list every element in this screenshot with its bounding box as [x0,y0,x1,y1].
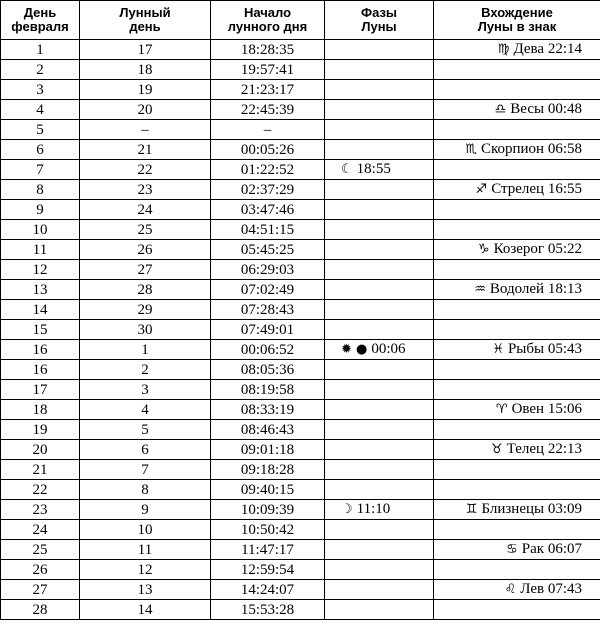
day-cell: 5 [1,120,80,140]
phase-cell [325,440,434,460]
sign-cell [434,240,600,260]
lunar-day-cell: 2 [80,360,211,380]
header-start [211,1,325,40]
zodiac-sign-icon: ♊ [465,502,478,517]
table-row [1,480,600,500]
day-cell: 9 [1,200,80,220]
day-cell: 3 [1,80,80,100]
sign-cell [434,380,600,400]
start-time-cell: 21:23:17 [211,80,325,100]
sign-cell [434,260,600,280]
sign-cell [434,540,600,560]
header-day-line1: День [23,5,57,20]
sign-entry-text: Стрелец 16:55 [491,181,582,197]
phase-time: 11:10 [356,501,391,517]
phase-cell [325,400,434,420]
day-cell: 26 [1,560,80,580]
sign-entry-text: Козерог 05:22 [493,241,582,257]
start-time-cell: 07:02:49 [211,280,325,300]
sign-cell [434,460,600,480]
header-phase-line1: Фазы [360,5,398,20]
start-time-cell: 07:28:43 [211,300,325,320]
sign-cell [434,400,600,420]
header-sign [434,1,600,40]
phase-cell [325,260,434,280]
start-time-cell: 01:22:52 [211,160,325,180]
table-row [1,320,600,340]
phase-cell [325,280,434,300]
start-time-cell: 02:37:29 [211,180,325,200]
lunar-day-cell: 29 [80,300,211,320]
day-cell: 23 [1,500,80,520]
phase-cell [325,80,434,100]
lunar-day-cell: 28 [80,280,211,300]
phase-cell [325,220,434,240]
phase-cell [325,380,434,400]
lunar-day-cell: 21 [80,140,211,160]
zodiac-sign-icon: ♍ [497,42,510,57]
day-cell: 28 [1,600,80,620]
start-time-cell: 06:29:03 [211,260,325,280]
sign-cell [434,600,600,620]
header-sign-line2: Луны в знак [477,19,557,34]
lunar-day-cell: 8 [80,480,211,500]
sign-cell [434,360,600,380]
header-start-line2: лунного дня [227,19,308,34]
table-row [1,40,600,60]
phase-cell [325,500,434,520]
start-time-cell: 00:06:52 [211,340,325,360]
start-time-cell: 05:45:25 [211,240,325,260]
table-row [1,200,600,220]
zodiac-sign-icon: ♐ [475,182,488,197]
day-cell: 24 [1,520,80,540]
start-time-cell: 22:45:39 [211,100,325,120]
header-lunar-day-line1: Лунный [119,5,171,20]
header-sign-line1: Вхождение [481,5,553,20]
table-row [1,540,600,560]
start-time-cell: 08:05:36 [211,360,325,380]
day-cell: 14 [1,300,80,320]
sign-cell [434,320,600,340]
zodiac-sign-icon: ♎ [494,102,507,117]
header-lunar-day-line2: день [129,19,161,34]
lunar-day-cell: 6 [80,440,211,460]
day-cell: 6 [1,140,80,160]
zodiac-sign-icon: ♉ [491,442,503,457]
day-cell: 2 [1,60,80,80]
sign-cell [434,580,600,600]
phase-cell [325,360,434,380]
start-time-cell: 03:47:46 [211,200,325,220]
table-row [1,240,600,260]
sign-cell [434,160,600,180]
lunar-day-cell: 13 [80,580,211,600]
lunar-day-cell: 26 [80,240,211,260]
sign-entry-text: Водолей 18:13 [489,281,582,297]
table-row [1,220,600,240]
lunar-day-cell: 18 [80,60,211,80]
sign-cell [434,300,600,320]
table-row [1,400,600,420]
lunar-day-cell: 19 [80,80,211,100]
day-cell: 4 [1,100,80,120]
sign-cell [434,200,600,220]
sign-entry-text: Близнецы 03:09 [481,501,582,517]
phase-cell [325,420,434,440]
start-time-cell: 08:19:58 [211,380,325,400]
phase-cell [325,120,434,140]
table-row [1,360,600,380]
sign-cell [434,500,600,520]
start-time-cell: 14:24:07 [211,580,325,600]
lunar-day-cell: 27 [80,260,211,280]
table-row [1,160,600,180]
start-time-cell: 09:40:15 [211,480,325,500]
day-cell: 19 [1,420,80,440]
header-day [1,1,80,40]
lunar-day-cell: 20 [80,100,211,120]
zodiac-sign-icon: ♏ [465,142,477,157]
table-row [1,580,600,600]
start-time-cell: – [211,120,325,140]
zodiac-sign-icon: ♓ [492,342,504,357]
sign-entry-text: Овен 15:06 [511,401,582,417]
phase-cell [325,480,434,500]
start-time-cell: 18:28:35 [211,40,325,60]
lunar-day-cell: – [80,120,211,140]
phase-cell [325,40,434,60]
start-time-cell: 11:47:17 [211,540,325,560]
day-cell: 15 [1,320,80,340]
day-cell: 7 [1,160,80,180]
sign-cell [434,80,600,100]
lunar-day-cell: 10 [80,520,211,540]
lunar-day-cell: 23 [80,180,211,200]
day-cell: 13 [1,280,80,300]
sign-cell [434,60,600,80]
start-time-cell: 15:53:28 [211,600,325,620]
sign-cell [434,40,600,60]
sign-entry-text: Дева 22:14 [513,41,582,57]
day-cell: 25 [1,540,80,560]
lunar-day-cell: 7 [80,460,211,480]
sign-entry-text: Лев 07:43 [520,581,582,597]
phase-cell [325,460,434,480]
sign-cell [434,420,600,440]
lunar-day-cell: 12 [80,560,211,580]
start-time-cell: 04:51:15 [211,220,325,240]
table-row [1,260,600,280]
sign-entry-text: Скорпион 06:58 [480,141,582,157]
phase-cell [325,160,434,180]
day-cell: 10 [1,220,80,240]
sign-cell [434,560,600,580]
start-time-cell: 09:18:28 [211,460,325,480]
table-row [1,340,600,360]
phase-cell [325,240,434,260]
table-row [1,80,600,100]
sign-cell [434,340,600,360]
day-cell: 18 [1,400,80,420]
sign-entry-text: Телец 22:13 [506,441,582,457]
sign-cell [434,140,600,160]
zodiac-sign-icon: ♌ [504,582,517,597]
start-time-cell: 07:49:01 [211,320,325,340]
start-time-cell: 08:33:19 [211,400,325,420]
lunar-day-cell: 14 [80,600,211,620]
phase-cell [325,580,434,600]
phase-cell [325,320,434,340]
phase-cell [325,540,434,560]
zodiac-sign-icon: ♑ [477,242,490,257]
start-time-cell: 00:05:26 [211,140,325,160]
table-row [1,460,600,480]
table-row [1,380,600,400]
start-time-cell: 12:59:54 [211,560,325,580]
moon-phase-icon: ✹ ● [341,342,368,357]
table-row [1,420,600,440]
day-cell: 11 [1,240,80,260]
lunar-day-cell: 4 [80,400,211,420]
phase-cell [325,520,434,540]
table-row [1,560,600,580]
lunar-day-cell: 5 [80,420,211,440]
day-cell: 21 [1,460,80,480]
moon-phase-icon: ☽ [341,502,353,517]
header-phase [325,1,434,40]
table-row [1,60,600,80]
sign-cell [434,280,600,300]
lunar-day-cell: 1 [80,340,211,360]
table-row [1,120,600,140]
start-time-cell: 10:09:39 [211,500,325,520]
header-lunar-day [80,1,211,40]
header-row [1,1,600,40]
phase-cell [325,60,434,80]
table-row [1,180,600,200]
phase-time: 18:55 [356,161,391,177]
table-row [1,500,600,520]
day-cell: 16 [1,360,80,380]
phase-cell [325,140,434,160]
phase-cell [325,100,434,120]
table-row [1,520,600,540]
header-start-line1: Начало [243,5,292,20]
zodiac-sign-icon: ♒ [474,282,486,297]
lunar-day-cell: 11 [80,540,211,560]
sign-entry-text: Рыбы 05:43 [507,341,582,357]
day-cell: 22 [1,480,80,500]
lunar-day-cell: 25 [80,220,211,240]
lunar-day-cell: 3 [80,380,211,400]
day-cell: 8 [1,180,80,200]
phase-cell [325,300,434,320]
table-row [1,100,600,120]
phase-cell [325,560,434,580]
zodiac-sign-icon: ♈ [495,402,508,417]
sign-cell [434,180,600,200]
sign-cell [434,480,600,500]
day-cell: 12 [1,260,80,280]
day-cell: 27 [1,580,80,600]
sign-entry-text: Весы 00:48 [510,101,582,117]
table-row [1,300,600,320]
phase-cell [325,200,434,220]
header-day-line2: февраля [11,19,69,34]
header-phase-line2: Луны [361,19,397,34]
phase-cell [325,340,434,360]
sign-cell [434,220,600,240]
day-cell: 17 [1,380,80,400]
day-cell: 1 [1,40,80,60]
start-time-cell: 08:46:43 [211,420,325,440]
sign-cell [434,440,600,460]
lunar-day-cell: 30 [80,320,211,340]
sign-entry-text: Рак 06:07 [521,541,582,557]
lunar-day-cell: 22 [80,160,211,180]
table-row [1,600,600,620]
lunar-day-cell: 9 [80,500,211,520]
phase-cell [325,180,434,200]
lunar-day-cell: 17 [80,40,211,60]
phase-time: 00:06 [371,341,406,357]
table-row [1,280,600,300]
table-row [1,140,600,160]
start-time-cell: 09:01:18 [211,440,325,460]
moon-phase-icon: ☾ [341,162,353,177]
lunar-day-cell: 24 [80,200,211,220]
start-time-cell: 10:50:42 [211,520,325,540]
phase-cell [325,600,434,620]
day-cell: 16 [1,340,80,360]
start-time-cell: 19:57:41 [211,60,325,80]
sign-cell [434,120,600,140]
sign-cell [434,100,600,120]
zodiac-sign-icon: ♋ [506,542,518,557]
table-row [1,440,600,460]
day-cell: 20 [1,440,80,460]
sign-cell [434,520,600,540]
